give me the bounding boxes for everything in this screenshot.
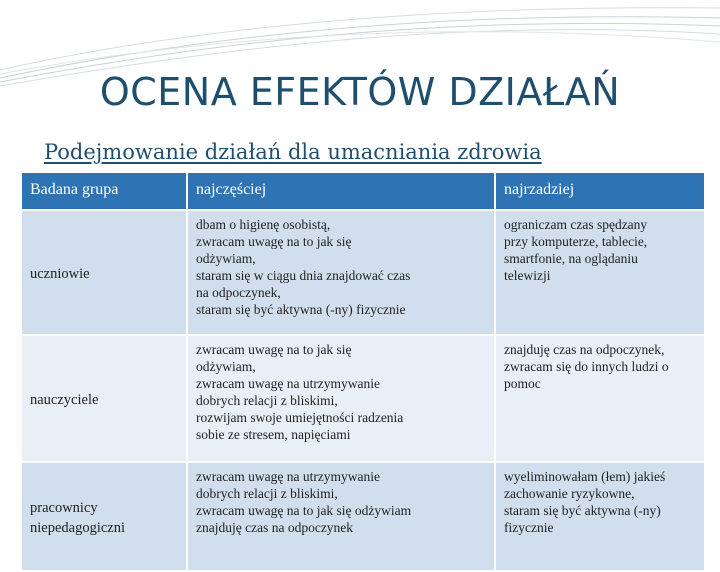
- cell-line: staram się w ciągu dnia znajdować czas: [196, 268, 411, 283]
- header-najrzadziej: najrzadziej: [495, 172, 705, 210]
- cell-line: pomoc: [504, 376, 541, 391]
- cell-line: zwracam uwagę na to jak się: [196, 342, 352, 357]
- cell-line: przy komputerze, tablecie,: [504, 234, 648, 249]
- page-title: OCENA EFEKTÓW DZIAŁAŃ: [99, 70, 621, 114]
- least-often-cell: [495, 210, 705, 335]
- most-often-cell: [187, 462, 495, 571]
- cell-line: staram się być aktywna (-ny) fizycznie: [196, 302, 406, 317]
- cell-line: znajduję czas na odpoczynek: [196, 520, 354, 535]
- cell-line: staram się być aktywna (-ny): [504, 503, 661, 518]
- table-row: [21, 462, 705, 571]
- group-cell: uczniowie: [21, 210, 187, 335]
- cell-line: zwracam uwagę na utrzymywanie: [196, 469, 381, 484]
- cell-line: rozwijam swoje umiejętności radzenia: [196, 410, 404, 425]
- results-table: [20, 171, 706, 572]
- table-header-row: [21, 172, 705, 210]
- least-often-cell: [495, 335, 705, 462]
- cell-line: odżywiam,: [196, 251, 256, 266]
- most-often-cell: [187, 210, 495, 335]
- cell-line: dbam o higienę osobistą,: [196, 217, 331, 232]
- cell-line: ograniczam czas spędzany: [504, 217, 648, 232]
- cell-line: telewizji: [504, 268, 551, 283]
- table-row: [21, 335, 705, 462]
- cell-line: odżywiam,: [196, 359, 256, 374]
- group-cell: nauczyciele: [21, 335, 187, 462]
- cell-line: na odpoczynek,: [196, 285, 281, 300]
- cell-line: zwracam uwagę na to jak się odżywiam: [196, 503, 412, 518]
- cell-line: zwracam uwagę na utrzymywanie: [196, 376, 381, 391]
- cell-line: smartfonie, na oglądaniu: [504, 251, 638, 266]
- cell-line: fizycznie: [504, 520, 554, 535]
- page-subtitle: Podejmowanie działań dla umacniania zdrowia: [44, 140, 542, 164]
- cell-line: dobrych relacji z bliskimi,: [196, 393, 338, 408]
- cell-line: niepedagogiczni: [30, 520, 126, 536]
- cell-line: zwracam się do innych ludzi o: [504, 359, 669, 374]
- header-najczesciej: najczęściej: [187, 172, 495, 210]
- cell-line: zwracam uwagę na to jak się: [196, 234, 352, 249]
- most-often-cell: [187, 335, 495, 462]
- cell-line: pracownicy: [30, 500, 98, 516]
- group-cell: [21, 462, 187, 571]
- least-often-cell: [495, 462, 705, 571]
- header-badana-grupa: Badana grupa: [21, 172, 187, 210]
- cell-line: sobie ze stresem, napięciami: [196, 427, 351, 442]
- cell-line: zachowanie ryzykowne,: [504, 486, 635, 501]
- cell-line: wyeliminowałam (łem) jakieś: [504, 469, 666, 484]
- cell-line: dobrych relacji z bliskimi,: [196, 486, 338, 501]
- cell-line: znajduję czas na odpoczynek,: [504, 342, 665, 357]
- table-row: [21, 210, 705, 335]
